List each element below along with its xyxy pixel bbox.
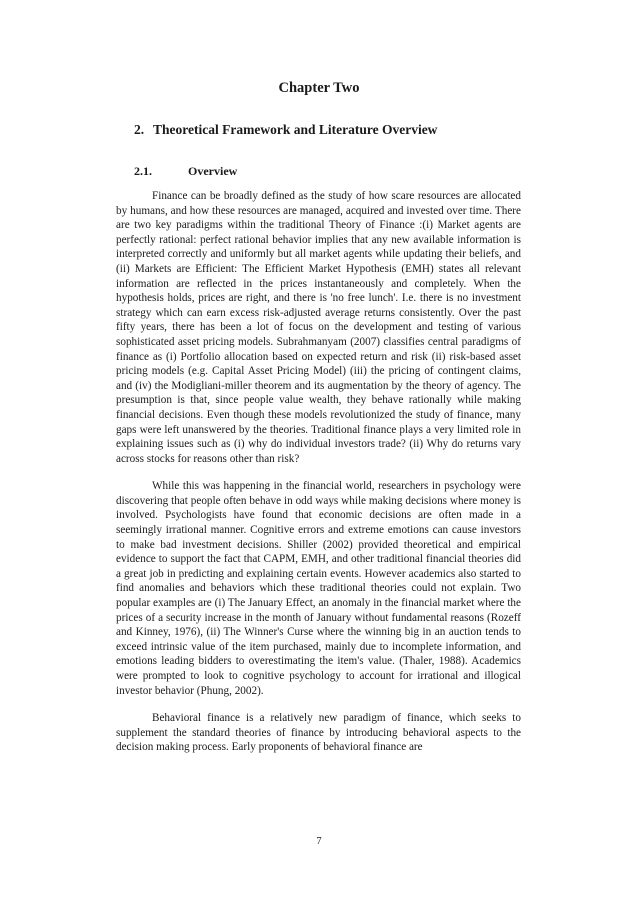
subsection-heading (134, 164, 237, 179)
section-number: 2. (134, 122, 145, 137)
subsection-number: 2.1. (134, 164, 152, 178)
paragraph-3: Behavioral finance is a relatively new paradigm of finance, which seeks to supplement the standard theories of finance by introducing behavioral aspects to the decision making process. Early proponents of behavioral finance are (116, 712, 521, 754)
body-text (116, 189, 521, 768)
subsection-title: Overview (188, 164, 238, 178)
page-number: 7 (316, 836, 322, 847)
paragraph-2: While this was happening in the financial world, researchers in psychology were discovering that people often behave in odd ways while making decisions where money is involved. Psychologists have found that economic decisions are often made in a seemingly irrational manner. Cognitive errors and extreme emotions can cause investors to make bad investment decisions. Shiller (2002) provided theoretical and empirical evidence to support the fact that CAPM, EMH, and other traditional financial theories did a great job in predicting and explaining certain events. However academics also started to find anomalies and behaviors which these traditional theories could not explain. Two popular examples are (i) The January Effect, an anomaly in the financial market where the prices of a security increase in the month of January without fundamental reasons (Rozeff and Kinney, 1976), (ii) The Winner's Curse where the winning big in an auction tends to exceed intrinsic value of the item purchased, mainly due to incomplete information, and emotions leading bidders to overestimating the item's value. (Thaler, 1988). Academics were prompted to look to cognitive psychology to account for irrational and illogical investor behavior (Phung, 2002). (116, 480, 521, 697)
section-heading (134, 122, 437, 138)
section-title: Theoretical Framework and Literature Overview (153, 122, 438, 137)
chapter-title: Chapter Two (278, 80, 360, 96)
paragraph-1: Finance can be broadly defined as the study of how scare resources are allocated by humans, and how these resources are managed, acquired and invested over time. There are two key paradigms within the traditional Theory of Finance :(i) Market agents are perfectly rational: perfect rational behavior implies that any new available information is interpreted correctly and uniformly but all market agents while updating their beliefs, and (ii) Markets are Efficient: The Efficient Market Hypothesis (EMH) states all relevant information are reflected in the prices instantaneously and completely. When the hypothesis holds, prices are right, and there is 'no free lunch'. I.e. there is no investment strategy which can earn excess risk-adjusted average returns consistently. Over the past fifty years, there has been a lot of focus on the development and testing of various sophisticated asset pricing models. Subrahmanyam (2007) classifies central paradigms of finance as (i) Portfolio allocation based on expected return and risk (ii) risk-based asset pricing models (e.g. Capital Asset Pricing Model) (iii) the pricing of contingent claims, and (iv) the Modigliani-miller theorem and its augmentation by the theory of agency. The presumption is that, since people value wealth, they behave rationally while making financial decisions. Even though these models revolutionized the study of finance, many gaps were left unanswered by the theories. Traditional finance plays a very limited role in explaining issues such as (i) why do individual investors trade? (ii) Why do returns vary across stocks for reasons other than risk? (116, 190, 521, 465)
